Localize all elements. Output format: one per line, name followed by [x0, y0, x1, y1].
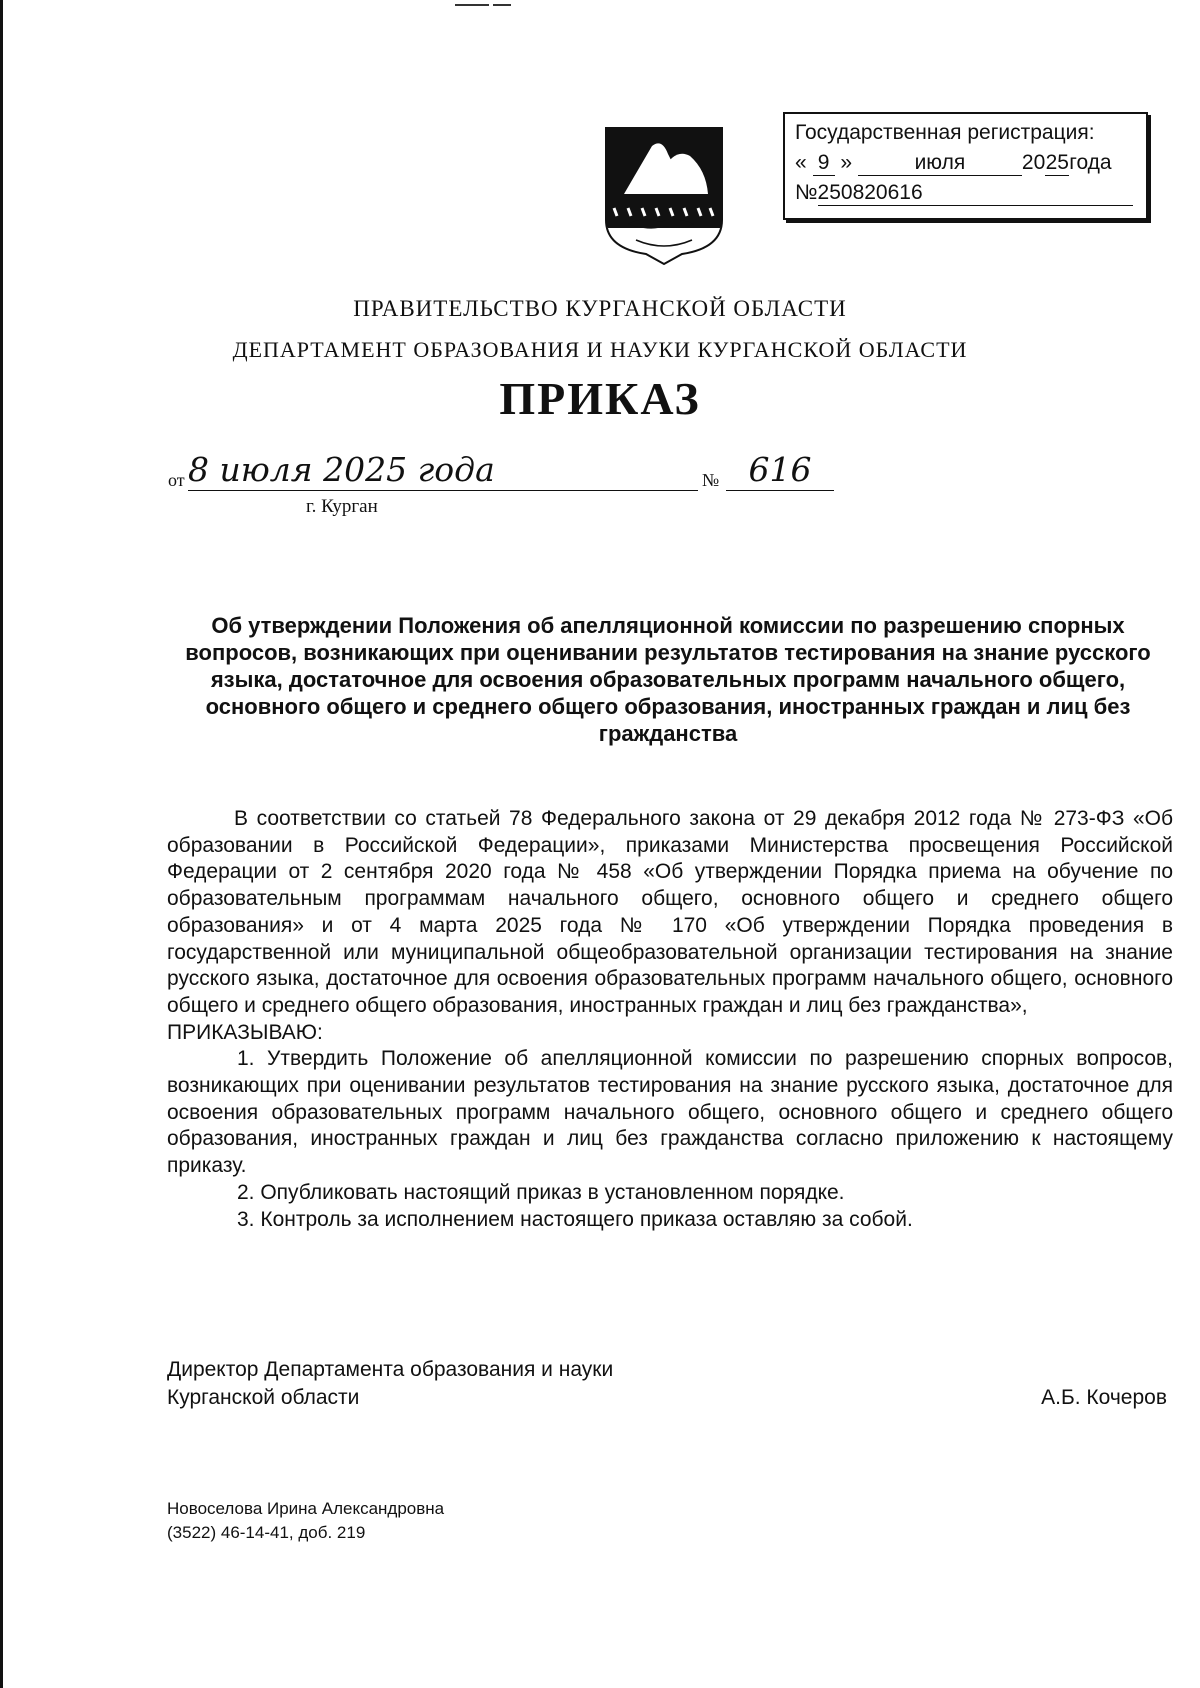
order-subject: Об утверждении Положения об апелляционной комиссии по разрешению спорных вопросов, возникающих при оценивании результатов тестирования на знание русского языка, достаточное для освоения образовательных программ начального общего, основного общего и среднего общего образования, иностранных граждан и лиц без гражданства — [185, 613, 1151, 746]
executor-phone: (3522) 46-14-41, доб. 219 — [167, 1523, 366, 1542]
city-name: г. Курган — [306, 496, 378, 517]
registration-number-row — [795, 178, 1136, 208]
order-number-sign: № — [702, 470, 720, 490]
registration-year-word: года — [1069, 151, 1112, 174]
signatory-position-line1: Директор Департамента образования и науки — [167, 1358, 614, 1381]
scan-border-left — [0, 0, 3, 1688]
signature-block — [167, 1356, 1167, 1412]
registration-year-prefix: 20 — [1021, 151, 1046, 174]
executor-name: Новоселова Ирина Александровна — [167, 1499, 445, 1518]
signatory-name: А.Б. Кочеров — [1041, 1386, 1167, 1409]
handwritten-order-number: 616 — [726, 450, 834, 491]
registration-stamp — [783, 112, 1148, 220]
registration-day: 9 — [813, 151, 835, 176]
scan-mark-top — [455, 4, 489, 6]
order-item: 3. Контроль за исполнением настоящего приказа оставляю за собой. — [237, 1207, 913, 1231]
order-item: 2. Опубликовать настоящий приказ в установленном порядке. — [237, 1180, 845, 1204]
order-body — [167, 806, 1173, 1233]
document-type-title: ПРИКАЗ — [499, 373, 701, 424]
signatory-position-line2: Курганской области — [167, 1386, 360, 1409]
registration-month: июля — [858, 151, 1022, 176]
registration-title: Государственная регистрация: — [795, 121, 1095, 144]
handwritten-date: 8 июля 2025 года — [188, 450, 698, 491]
preamble-paragraph: В соответствии со статьей 78 Федерального закона от 29 декабря 2012 года № 273-ФЗ «Об образовании в Российской Федерации», приказами Министерства просвещения Российской Федерации от 2 сентября 2020 года № 458 «Об утверждении Порядка приема на обучение по образовательным программам начального общего, основного общего и среднего общего образования» и от 4 марта 2025 года № 170 «Об утверждении Порядка проведения в государственной или муниципальной общеобразовательной организации тестирования на знание русского языка, достаточное для освоения образовательных программ начального общего, основного общего и среднего общего образования, иностранных граждан и лиц без гражданства», — [167, 807, 1173, 1017]
department-name: ДЕПАРТАМЕНТ ОБРАЗОВАНИЯ И НАУКИ КУРГАНСКОЙ ОБЛАСТИ — [232, 337, 968, 362]
coat-of-arms-icon — [602, 124, 726, 270]
registration-day-close: » — [840, 151, 853, 174]
order-word: ПРИКАЗЫВАЮ: — [167, 1020, 323, 1044]
registration-number: 250820616 — [818, 181, 1133, 206]
registration-number-label: № — [795, 181, 818, 204]
registration-day-open: « — [795, 151, 807, 174]
government-name: ПРАВИТЕЛЬСТВО КУРГАНСКОЙ ОБЛАСТИ — [353, 296, 847, 321]
date-prefix: от — [168, 470, 185, 490]
executor-block — [167, 1497, 444, 1545]
registration-date-row — [795, 148, 1136, 178]
scan-mark-top — [493, 4, 511, 6]
registration-year-suffix: 25 — [1045, 151, 1069, 174]
order-item: 1. Утвердить Положение об апелляционной комиссии по разрешению спорных вопросов, возникающих при оценивании результатов тестирования на знание русского языка, достаточное для освоения образовательных программ начального общего, основного общего и среднего общего образования, иностранных граждан и лиц без гражданства согласно приложению к настоящему приказу. — [167, 1047, 1173, 1178]
